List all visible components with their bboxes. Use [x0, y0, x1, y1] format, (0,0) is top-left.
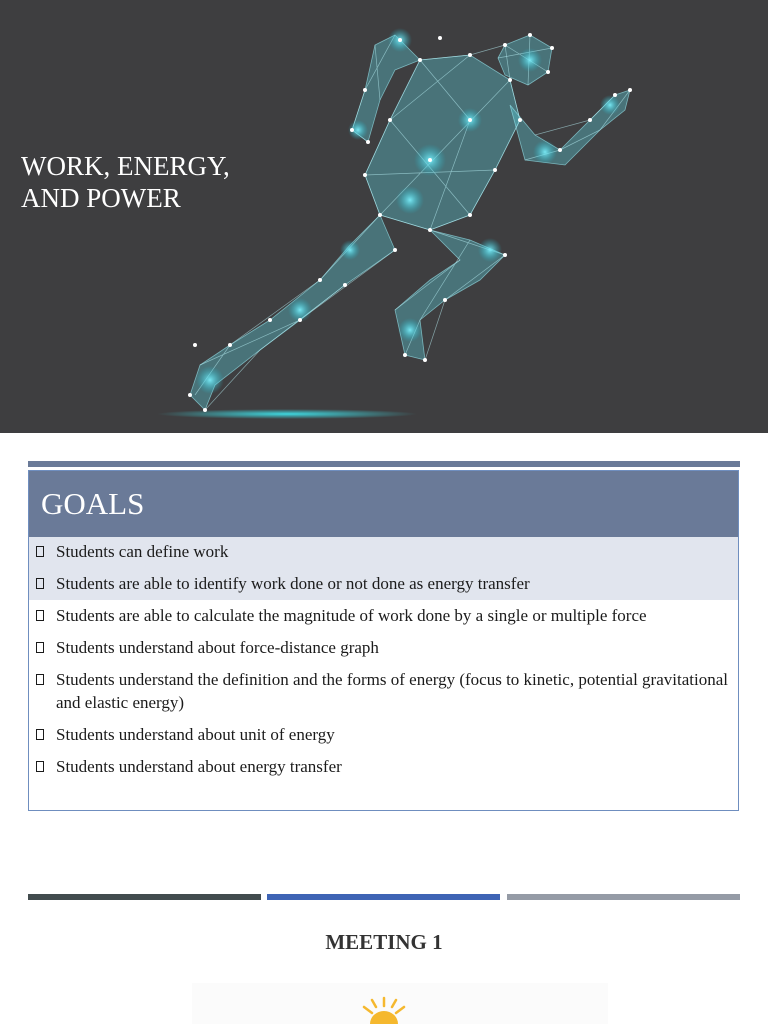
bullet-box-icon	[36, 729, 44, 740]
bullet-box-icon	[36, 674, 44, 685]
goal-item	[29, 632, 738, 664]
goals-list	[29, 537, 738, 783]
title-slide	[0, 0, 768, 433]
sun-icon	[352, 995, 416, 1024]
accent-bar-blue	[267, 894, 500, 900]
bullet-box-icon	[36, 610, 44, 621]
goals-slide	[28, 470, 739, 811]
bullet-box-icon	[36, 761, 44, 772]
goal-text: Students understand the definition and the forms of energy (focus to kinetic, potential gravitational and elastic energy)	[56, 670, 728, 712]
goal-text: Students understand about energy transfer	[56, 757, 342, 776]
goal-item	[29, 600, 738, 632]
goal-text: Students understand about unit of energy	[56, 725, 335, 744]
goal-item	[29, 537, 738, 568]
bullet-box-icon	[36, 578, 44, 589]
goal-text: Students are able to calculate the magnitude of work done by a single or multiple force	[56, 606, 647, 625]
goal-item	[29, 719, 738, 751]
goals-heading: GOALS	[29, 471, 738, 537]
meeting-heading: MEETING 1	[325, 930, 443, 954]
accent-bar-gray	[507, 894, 740, 900]
presentation-title	[21, 150, 261, 214]
goal-text: Students are able to identify work done or not done as energy transfer	[56, 574, 530, 593]
goal-item	[29, 751, 738, 783]
goal-item	[29, 568, 738, 600]
title-line-2: AND POWER	[21, 183, 181, 213]
goal-text: Students can define work	[56, 542, 229, 561]
goal-item	[29, 664, 738, 719]
bullet-box-icon	[36, 642, 44, 653]
runner-illustration	[0, 0, 768, 433]
goals-top-rule	[28, 461, 740, 467]
bullet-box-icon	[36, 546, 44, 557]
accent-bar-dark	[28, 894, 261, 900]
title-line-1: WORK, ENERGY,	[21, 151, 230, 181]
goal-text: Students understand about force-distance graph	[56, 638, 379, 657]
